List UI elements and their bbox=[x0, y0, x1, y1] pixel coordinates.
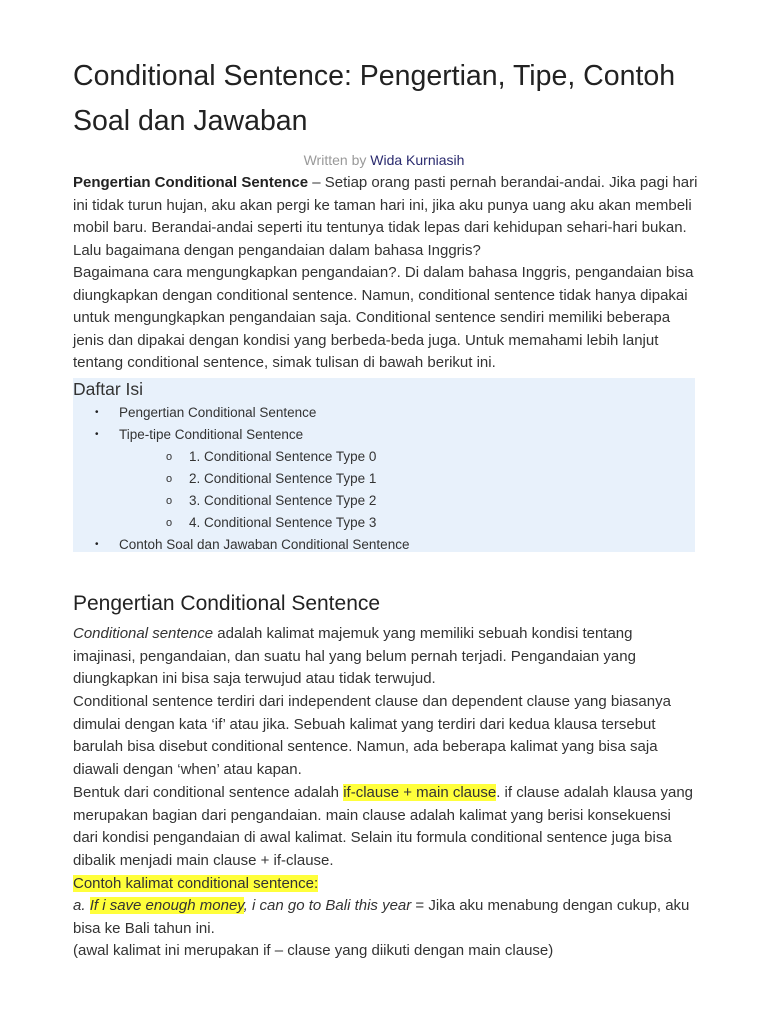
term-italic: Conditional sentence bbox=[73, 625, 214, 642]
toc-item-pengertian[interactable]: Pengertian Conditional Sentence bbox=[119, 405, 317, 420]
toc-subitem-type-0[interactable]: 1. Conditional Sentence Type 0 bbox=[189, 449, 377, 464]
section1-p1-text: adalah kalimat majemuk yang memiliki sebuah kondisi tentang imajinasi, pengandaian, dan suatu hal yang belum pernah terjadi. Pengandaian yang diungkapkan ini bisa saja terwujud atau tidak terwujud. bbox=[73, 625, 636, 688]
intro-paragraph-2: Bagaimana cara mengungkapkan pengandaian?. Di dalam bahasa Inggris, pengandaian bisa diungkapkan dengan conditional sentence. Namun, conditional sentence tidak hanya dipakai untuk mengungkapkan pengandaian saja. Conditional sentence sendiri memiliki beberapa jenis dan dipakai dengan kondisi yang berbeda-beda juga. Untuk memahami lebih lanjut tentang conditional sentence, simak tulisan di bawah berikut ini. bbox=[73, 264, 694, 372]
section-heading-pengertian: Pengertian Conditional Sentence bbox=[73, 592, 381, 615]
example-sentence bbox=[73, 895, 698, 940]
example-if-clause-highlight: If i save enough money bbox=[89, 897, 244, 914]
sub-bullet-icon: o bbox=[166, 473, 173, 485]
bullet-icon: • bbox=[95, 539, 99, 550]
toc-title: Daftar Isi bbox=[73, 379, 144, 399]
example-main-clause: , i can go to Bali this year bbox=[243, 897, 412, 914]
intro-lead-bold: Pengertian Conditional Sentence bbox=[73, 174, 309, 191]
intro-paragraph-1 bbox=[73, 172, 698, 262]
example-label-line bbox=[73, 873, 698, 896]
sub-bullet-icon: o bbox=[166, 517, 173, 529]
sub-bullet-icon: o bbox=[166, 451, 173, 463]
example-prefix: a. bbox=[73, 897, 90, 914]
toc-item-contoh-soal[interactable]: Contoh Soal dan Jawaban Conditional Sentence bbox=[119, 537, 410, 552]
intro-lead-text: – Setiap orang pasti pernah berandai-andai. Jika pagi hari ini tidak turun hujan, aku akan pergi ke taman hari ini, jika aku punya uang aku akan membeli mobil baru. Berandai-andai seperti itu tentunya tidak lepas dari kehidupan sehari-hari bukan. Lalu bagaimana dengan pengandaian dalam bahasa Inggris? bbox=[73, 174, 698, 259]
section1-paragraph-1 bbox=[73, 623, 698, 691]
section1-p3-after: . if clause adalah klausa yang merupakan bagian dari pengandaian. main clause adalah kalimat yang berisi konsekuensi dari kondisi pengandaian di awal kalimat. Selain itu formula conditional sentence juga bisa dibalik menjadi main clause + if-clause. bbox=[73, 784, 693, 869]
toc-item-tipe[interactable]: Tipe-tipe Conditional Sentence bbox=[119, 427, 304, 442]
section1-p3-before: Bentuk dari conditional sentence adalah bbox=[73, 784, 344, 801]
byline bbox=[0, 150, 768, 170]
toc-subitem-type-2[interactable]: 3. Conditional Sentence Type 2 bbox=[189, 493, 377, 508]
example-translation: = Jika aku menabung dengan cukup, aku bisa ke Bali tahun ini. bbox=[73, 897, 690, 937]
section1-paragraph-3 bbox=[73, 782, 698, 872]
toc-subitem-type-1[interactable]: 2. Conditional Sentence Type 1 bbox=[189, 471, 377, 486]
author-link[interactable]: Wida Kurniasih bbox=[370, 152, 465, 168]
bullet-icon: • bbox=[95, 407, 99, 418]
written-by-label: Written by bbox=[303, 152, 367, 168]
article-title: Conditional Sentence: Pengertian, Tipe, Contoh Soal dan Jawaban bbox=[73, 60, 676, 137]
section1-paragraph-2: Conditional sentence terdiri dari independent clause dan dependent clause yang biasanya dimulai dengan kata ‘if’ atau jika. Sebuah kalimat yang terdiri dari kedua klausa tersebut barulah bisa disebut conditional sentence. Namun, ada beberapa kalimat yang bisa saja diawali dengan ‘when’ atau kapan. bbox=[73, 693, 671, 778]
example-note: (awal kalimat ini merupakan if – clause yang diikuti dengan main clause) bbox=[73, 942, 554, 959]
example-label: Contoh kalimat conditional sentence: bbox=[73, 875, 319, 892]
bullet-icon: • bbox=[95, 429, 99, 440]
formula-highlight: if-clause + main clause bbox=[343, 784, 497, 801]
sub-bullet-icon: o bbox=[166, 495, 173, 507]
toc-subitem-type-3[interactable]: 4. Conditional Sentence Type 3 bbox=[189, 515, 377, 530]
